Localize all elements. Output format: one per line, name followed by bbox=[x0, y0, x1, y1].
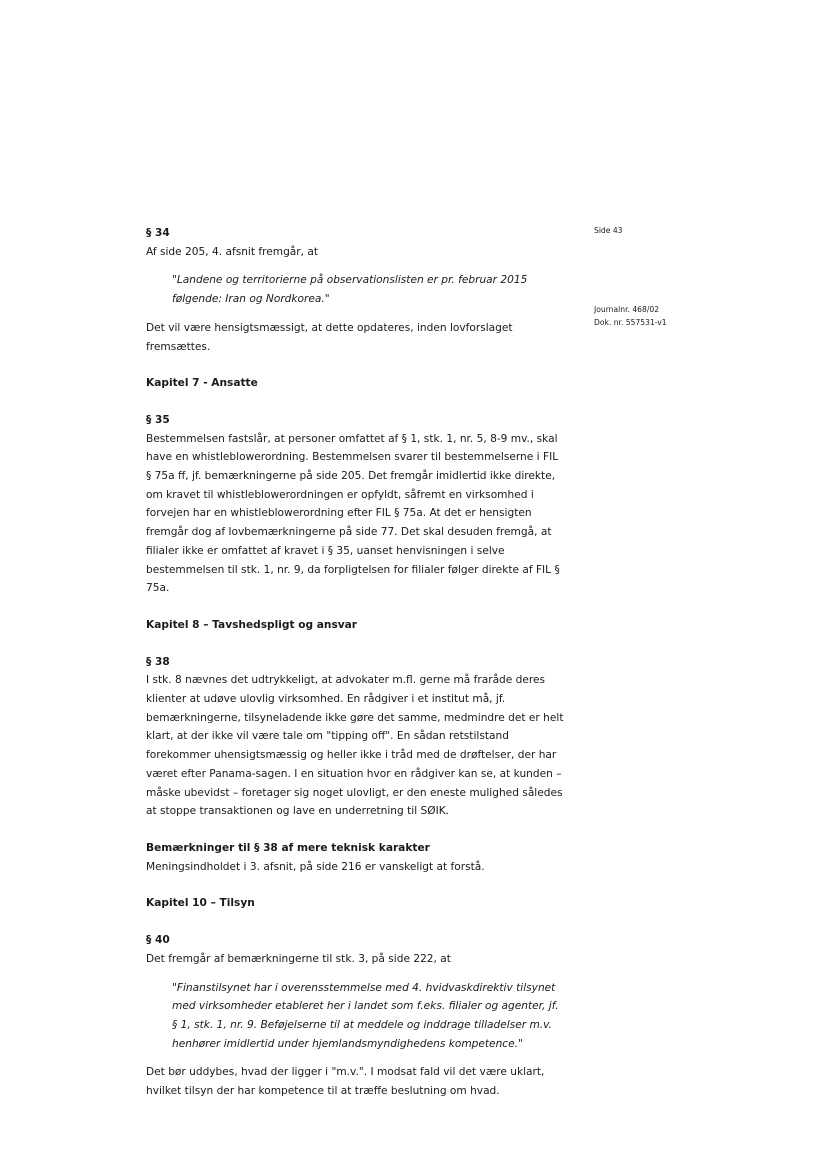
section-34 bbox=[146, 224, 566, 356]
section-text: Bestemmelsen fastslår, at personer omfattet af § 1, stk. 1, nr. 5, 8-9 mv., skal have en whistleblowerordning. Bestemmelsen svarer til bestemmelserne i FIL § 75a ff, jf. bemærkningerne på side 205. Det fremgår imidlertid ikke direkte, om kravet til whistleblowerordningen er opfyldt, såfremt en virksomhed i forvejen har en whistleblowerordning efter FIL § 75a. At det er hensigten fremgår dog af lovbemærkningerne på side 77. Det skal desuden fremgå, at filialer ikke er omfattet af kravet i § 35, uanset henvisningen i selve bestemmelsen til stk. 1, nr. 9, da forpligtelsen for filialer følger direkte af FIL § 75a. bbox=[146, 432, 560, 595]
section-heading: § 34 bbox=[146, 227, 170, 239]
document-reference bbox=[594, 303, 704, 329]
section-heading: § 40 bbox=[146, 934, 170, 947]
section-intro: Af side 205, 4. afsnit fremgår, at bbox=[146, 245, 319, 258]
section-intro: Det fremgår af bemærkningerne til stk. 3, på side 222, at bbox=[146, 952, 451, 965]
section-text: Det bør uddybes, hvad der ligger i "m.v.". I modsat fald vil det være uklart, hvilket tilsyn der har kompetence til at træffe beslutning om hvad. bbox=[146, 1066, 545, 1098]
section-40 bbox=[146, 931, 566, 1101]
section-heading: § 35 bbox=[146, 413, 170, 426]
section-quote: "Finanstilsynet har i overensstemmelse med 4. hvidvaskdirektiv tilsynet med virksomheder etableret her i landet som f.eks. filialer og agenter, jf. § 1, stk. 1, nr. 9. Beføjelserne til at meddele og inddrage tilladelser m.v. henhører imidlertid under hjemlandsmyndighedens kompetence." bbox=[172, 981, 559, 1050]
journal-number: Journalnr. 468/02 bbox=[594, 305, 660, 314]
remarks-heading: Bemærkninger til § 38 af mere teknisk karakter bbox=[146, 841, 430, 854]
section-35 bbox=[146, 411, 566, 598]
remarks-section-38 bbox=[146, 839, 566, 876]
section-38 bbox=[146, 653, 566, 821]
section-text: Det vil være hensigtsmæssigt, at dette opdateres, inden lovforslaget fremsættes. bbox=[146, 321, 513, 353]
document-number: Dok. nr. 557531-v1 bbox=[594, 318, 667, 327]
chapter-heading-7: Kapitel 7 - Ansatte bbox=[146, 377, 258, 390]
chapter-heading-10: Kapitel 10 – Tilsyn bbox=[146, 897, 255, 910]
chapter-heading-8: Kapitel 8 – Tavshedspligt og ansvar bbox=[146, 618, 358, 631]
section-text: I stk. 8 nævnes det udtrykkeligt, at advokater m.fl. gerne må fraråde deres klienter at udøve ulovlig virksomhed. En rådgiver i et institut må, jf. bemærkningerne, tilsyneladende ikke gøre det samme, medmindre det er helt klart, at der ikke vil være tale om "tipping off". En sådan retstilstand forekommer uhensigtsmæssig og heller ikke i tråd med de drøftelser, der har været efter Panama-sagen. I en situation hvor en rådgiver kan se, at kunden – måske ubevidst – foretager sig noget ulovligt, er den eneste mulighed således at stoppe transaktionen og lave en underretning til SØIK. bbox=[146, 674, 564, 818]
document-body bbox=[146, 224, 566, 1101]
section-quote: "Landene og territorierne på observationslisten er pr. februar 2015 følgende: Iran og Nordkorea." bbox=[172, 274, 528, 306]
page-number: Side 43 bbox=[594, 226, 623, 235]
remarks-text: Meningsindholdet i 3. afsnit, på side 216 er vanskeligt at forstå. bbox=[146, 860, 485, 873]
section-heading: § 38 bbox=[146, 655, 170, 668]
